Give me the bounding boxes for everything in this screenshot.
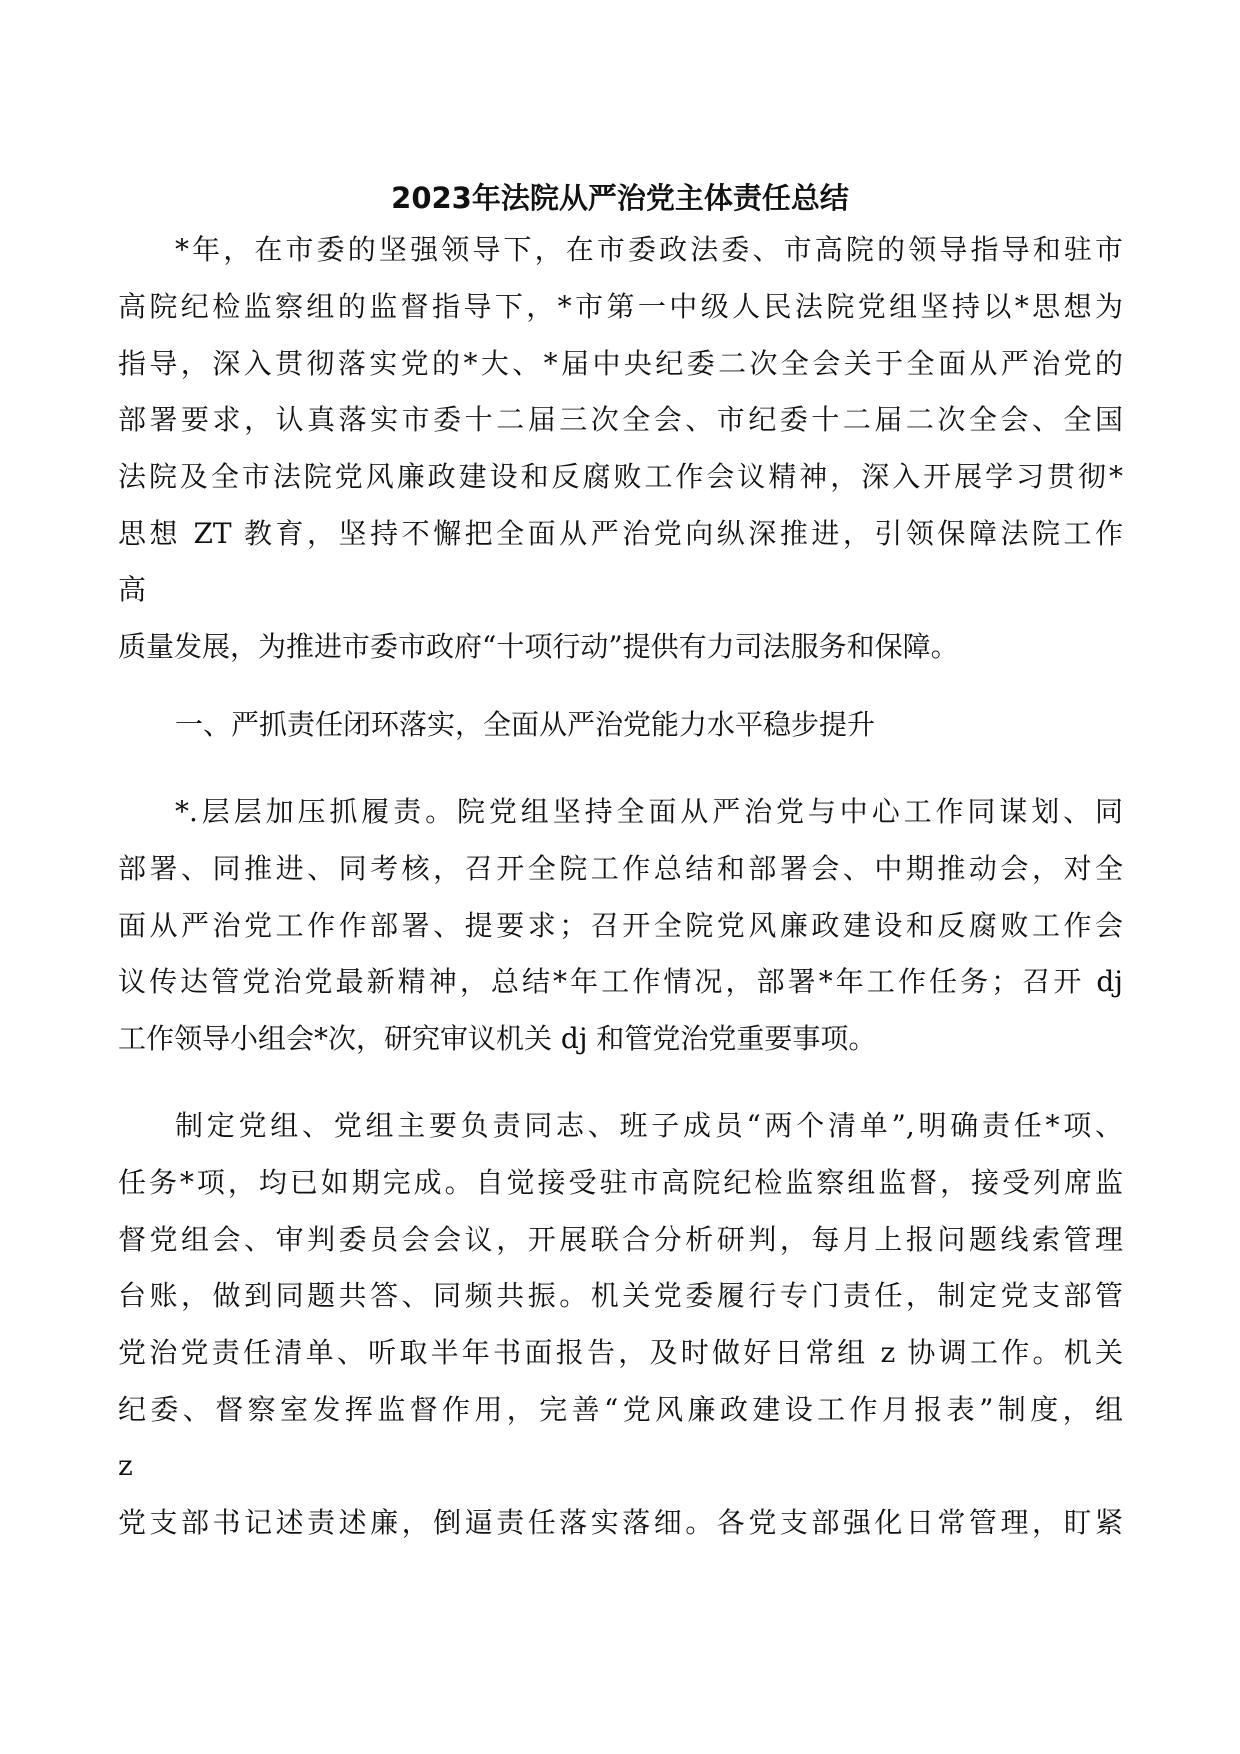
paragraph-line: *年，在市委的坚强领导下，在市委政法委、市高院的领导指导和驻市 [175,233,1123,266]
paragraph-line: *.层层加压抓履责。院党组坚持全面从严治党与中心工作同谋划、同 [175,795,1123,828]
document-title: 2023年法院从严治党主体责任总结 [391,181,849,215]
paragraph-line: 部署、同推进、同考核，召开全院工作总结和部署会、中期推动会，对全 [118,852,1123,885]
paragraph-line: 法院及全市法院党风廉政建设和反腐败工作会议精神，深入开展学习贯彻* [118,460,1123,493]
paragraph-line: 部署要求，认真落实市委十二届三次全会、市纪委十二届二次全会、全国 [118,403,1123,436]
paragraph-line: 督党组会、审判委员会会议，开展联合分析研判，每月上报问题线索管理 [118,1223,1123,1256]
paragraph-line: 任务*项，均已如期完成。自觉接受驻市高院纪检监察组监督，接受列席监 [118,1166,1123,1199]
paragraph-line: 议传达管党治党最新精神，总结*年工作情况，部署*年工作任务；召开 dj [118,965,1123,998]
paragraph-line: 台账，做到同题共答、同频共振。机关党委履行专门责任，制定党支部管 [118,1279,1123,1312]
paragraph-line: 指导，深入贯彻落实党的*大、*届中央纪委二次全会关于全面从严治党的 [118,347,1123,380]
paragraph-line: 高 [118,573,147,606]
paragraph-line: 思想 ZT 教育，坚持不懈把全面从严治党向纵深推进，引领保障法院工作 [118,517,1123,550]
paragraph-line: 高院纪检监察组的监督指导下，*市第一中级人民法院党组坚持以*思想为 [118,290,1123,323]
paragraph-line: 党治党责任清单、听取半年书面报告，及时做好日常组 z 协调工作。机关 [118,1336,1123,1369]
paragraph-line: 党支部书记述责述廉，倒逼责任落实落细。各党支部强化日常管理，盯紧 [118,1506,1123,1539]
paragraph-line: 工作领导小组会*次，研究审议机关 dj 和管党治党重要事项。 [118,1022,877,1055]
section-heading: 一、严抓责任闭环落实，全面从严治党能力水平稳步提升 [175,708,876,741]
paragraph-line: 质量发展，为推进市委市政府“十项行动”提供有力司法服务和保障。 [118,630,959,663]
paragraph-line: 纪委、督察室发挥监督作用，完善“党风廉政建设工作月报表”制度，组 [118,1393,1123,1426]
paragraph-line: 制定党组、党组主要负责同志、班子成员“两个清单”,明确责任*项、 [175,1109,1123,1142]
paragraph-line: 面从严治党工作作部署、提要求；召开全院党风廉政建设和反腐败工作会 [118,909,1123,942]
paragraph-line: z [118,1449,133,1482]
